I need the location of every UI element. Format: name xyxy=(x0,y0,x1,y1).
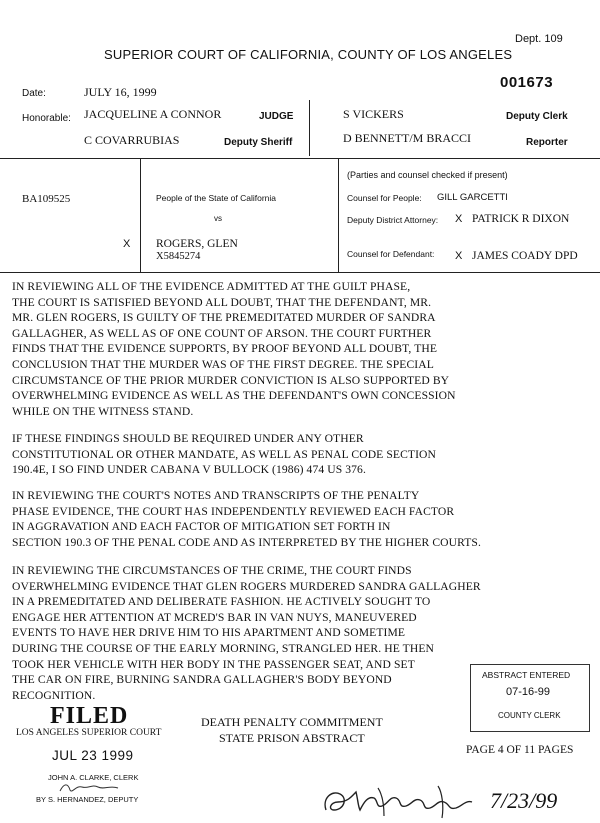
versus: vs xyxy=(214,214,222,223)
counsel-def-name: JAMES COADY DPD xyxy=(472,250,578,262)
case-table-top-rule xyxy=(0,158,600,159)
text-line: OVERWHELMING EVIDENCE AS WELL AS THE DEFENDANT'S OWN CONCESSION xyxy=(12,389,456,403)
text-line: TOOK HER VEHICLE WITH HER BODY IN THE PASSENGER SEAT, AND SET xyxy=(12,657,415,671)
case-number: 001673 xyxy=(500,74,554,91)
text-line: WHILE ON THE WITNESS STAND. xyxy=(12,404,194,418)
text-line: IN REVIEWING THE COURT'S NOTES AND TRANSCRIPTS OF THE PENALTY xyxy=(12,489,420,502)
abstract-entered-by: COUNTY CLERK xyxy=(498,711,561,720)
abstract-entered-date: 07-16-99 xyxy=(506,686,551,698)
text-line: SECTION 190.3 OF THE PENAL CODE AND AS INTERPRETED BY THE HIGHER COURTS. xyxy=(12,535,481,549)
court-title: SUPERIOR COURT OF CALIFORNIA, COUNTY OF LOS ANGELES xyxy=(104,47,513,62)
text-line: IN REVIEWING THE CIRCUMSTANCES OF THE CRIME, THE COURT FINDS xyxy=(12,564,412,577)
text-line: EVENTS TO HAVE HER DRIVE HIM TO HIS APARTMENT AND SOMETIME xyxy=(12,626,406,640)
sheriff-name: C COVARRUBIAS xyxy=(84,133,180,147)
filed-stamp-court: LOS ANGELES SUPERIOR COURT xyxy=(16,728,162,738)
dda-name: PATRICK R DIXON xyxy=(472,213,570,225)
defendant-present-mark: X xyxy=(123,238,131,250)
signature-date: 7/23/99 xyxy=(490,788,558,813)
text-line: IN AGGRAVATION AND EACH FACTOR OF MITIGATION SET FORTH IN xyxy=(12,520,391,534)
abstract-entered-title: ABSTRACT ENTERED xyxy=(482,670,571,680)
clerk-name: S VICKERS xyxy=(343,107,404,121)
case-table-divider-1 xyxy=(140,158,141,272)
text-line: GALLAGHER, AS WELL AS OF ONE COUNT OF ARSON. THE COURT FURTHER xyxy=(12,326,432,340)
clerk-initials-signature xyxy=(58,781,122,795)
text-line: RECOGNITION. xyxy=(12,688,96,702)
counsel-def-present-mark: X xyxy=(455,250,463,262)
parties-note: (Parties and counsel checked if present) xyxy=(347,170,508,180)
sheriff-title: Deputy Sheriff xyxy=(224,137,293,148)
case-table-bottom-rule xyxy=(0,272,600,273)
text-line: ENGAGE HER ATTENTION AT MCRED'S BAR IN VAN NUYS, MANEUVERED xyxy=(12,610,417,624)
text-line: MR. GLEN ROGERS, IS GUILTY OF THE PREMEDITATED MURDER OF SANDRA xyxy=(12,311,436,325)
hearing-date: JULY 16, 1999 xyxy=(84,85,157,99)
case-id: BA109525 xyxy=(22,193,71,205)
text-line: 190.4E, I SO FIND UNDER CABANA V BULLOCK (1986) 474 US 376. xyxy=(12,463,366,477)
judge-name: JACQUELINE A CONNOR xyxy=(84,107,222,121)
filed-stamp-deputy: BY S. HERNANDEZ, DEPUTY xyxy=(36,795,139,804)
text-line: IN REVIEWING ALL OF THE EVIDENCE ADMITTED AT THE GUILT PHASE, xyxy=(12,280,411,293)
filed-stamp-clerk: JOHN A. CLARKE, CLERK xyxy=(48,773,139,782)
findings-paragraph-1 xyxy=(12,279,590,419)
date-label: Date: xyxy=(22,88,46,99)
page-indicator: PAGE 4 OF 11 PAGES xyxy=(466,744,574,756)
judge-title: JUDGE xyxy=(259,111,294,122)
document-title-line-1: DEATH PENALTY COMMITMENT xyxy=(201,715,383,729)
text-line: THE CAR ON FIRE, BURNING SANDRA GALLAGHER'S BODY BEYOND xyxy=(12,673,392,687)
text-line: PHASE EVIDENCE, THE COURT HAS INDEPENDENTLY REVIEWED EACH FACTOR xyxy=(12,504,455,518)
dda-label: Deputy District Attorney: xyxy=(347,215,439,225)
text-line: OVERWHELMING EVIDENCE THAT GLEN ROGERS MURDERED SANDRA GALLAGHER xyxy=(12,579,481,593)
findings-paragraph-3 xyxy=(12,488,590,550)
counsel-people: GILL GARCETTI xyxy=(437,192,508,203)
clerk-title: Deputy Clerk xyxy=(506,111,568,122)
defendant-id: X5845274 xyxy=(156,251,201,262)
handwritten-signature xyxy=(318,780,478,822)
reporter-name: D BENNETT/M BRACCI xyxy=(343,131,472,145)
text-line: FINDS THAT THE EVIDENCE SUPPORTS, BY PROOF BEYOND ALL DOUBT, THE xyxy=(12,342,438,356)
text-line: CONSTITUTIONAL OR OTHER MANDATE, AS WELL AS PENAL CODE SECTION xyxy=(12,447,436,461)
defendant-name: ROGERS, GLEN xyxy=(156,238,238,250)
filed-stamp-title: FILED xyxy=(50,703,129,729)
text-line: CIRCUMSTANCE OF THE PRIOR MURDER CONVICTION IS ALSO SUPPORTED BY xyxy=(12,373,450,387)
reporter-title: Reporter xyxy=(526,137,568,148)
counsel-def-label: Counsel for Defendant: xyxy=(347,249,435,259)
plaintiff: People of the State of California xyxy=(156,193,277,203)
minutes-divider xyxy=(309,100,310,156)
text-line: IF THESE FINDINGS SHOULD BE REQUIRED UNDER ANY OTHER xyxy=(12,432,364,445)
document-title-line-2: STATE PRISON ABSTRACT xyxy=(219,731,365,745)
text-line: THE COURT IS SATISFIED BEYOND ALL DOUBT, THAT THE DEFENDANT, MR. xyxy=(12,295,432,309)
text-line: DURING THE COURSE OF THE EARLY MORNING, STRANGLED HER. HE THEN xyxy=(12,641,434,655)
counsel-people-label: Counsel for People: xyxy=(347,193,422,203)
dda-present-mark: X xyxy=(455,213,463,225)
honorable-label: Honorable: xyxy=(22,113,71,124)
findings-paragraph-2 xyxy=(12,431,590,478)
text-line: CONCLUSION THAT THE MURDER WAS OF THE FIRST DEGREE. THE SPECIAL xyxy=(12,357,434,371)
case-table-divider-2 xyxy=(338,158,339,272)
filed-stamp-date: JUL 23 1999 xyxy=(52,748,134,763)
text-line: IN A PREMEDITATED AND DELIBERATE FASHION. HE ACTIVELY SOUGHT TO xyxy=(12,595,431,609)
dept-label: Dept. 109 xyxy=(515,33,563,45)
